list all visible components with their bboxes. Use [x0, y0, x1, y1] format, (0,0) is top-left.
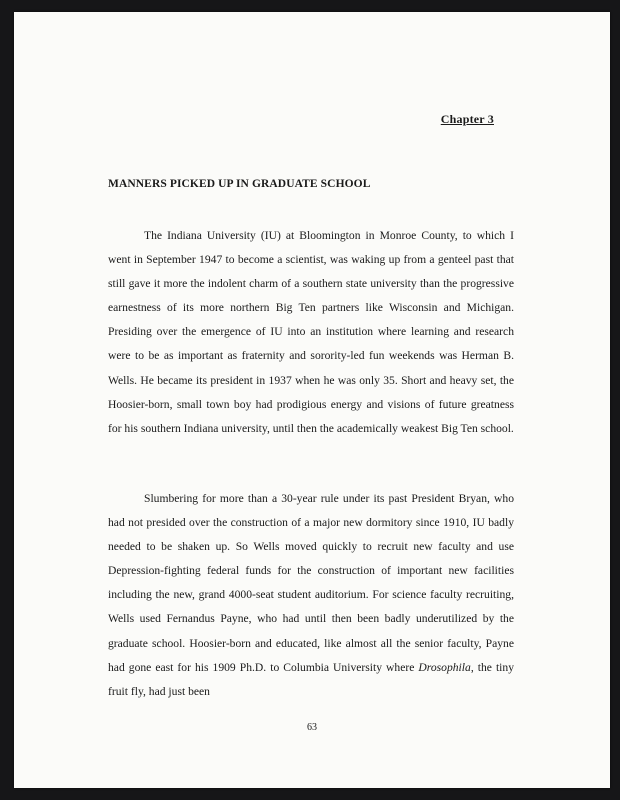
chapter-label: Chapter 3: [440, 112, 494, 126]
page-number: 63: [307, 722, 317, 733]
section-heading: MANNERS PICKED UP IN GRADUATE SCHOOL: [108, 178, 371, 190]
paragraph-2-text-b: , the tiny fruit fly, had just been: [108, 660, 514, 698]
paragraph-1: The Indiana University (IU) at Bloomington in Monroe County, to which I went in September 1947 to become a scientist, was waking up from a genteel past that still gave it more the indolent charm of a southern state university than the progressive earnestness of its more northern Big Ten partners like Wisconsin and Michigan. Presiding over the emergence of IU into an institution where learning and research were to be as important as fraternity and sorority-led fun weekends was Herman B. Wells. He became its president in 1937 when he was only 35. Short and heavy set, the Hoosier-born, small town boy had prodigious energy and visions of future greatness for his southern Indiana university, until then the academically weakest Big Ten school.: [108, 229, 514, 435]
document-page: [14, 12, 610, 788]
italic-term: Drosophila: [418, 660, 471, 674]
paragraph-2-text-a: Slumbering for more than a 30-year rule under its past President Bryan, who had not presided over the construction of a major new dormitory since 1910, IU badly needed to be shaken up. So Wells moved quickly to recruit new faculty and use Depression-fighting federal funds for the construction of important new facilities including the new, grand 4000-seat student auditorium. For science faculty recruiting, Wells used Fernandus Payne, who had until then been badly underutilized by the graduate school. Hoosier-born and educated, like almost all the senior faculty, Payne had gone east for his 1909 Ph.D. to Columbia University where: [108, 492, 514, 674]
paragraph-2: [108, 487, 514, 704]
